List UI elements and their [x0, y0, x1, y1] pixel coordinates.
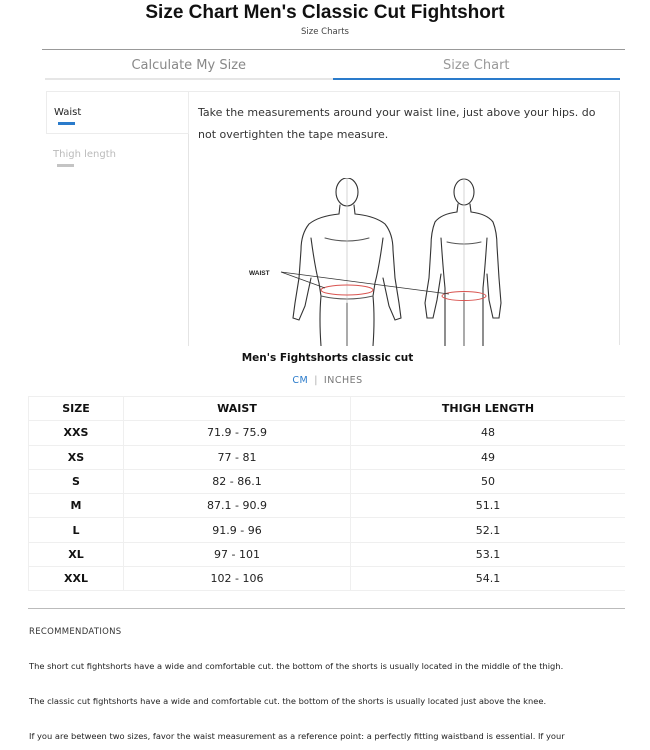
thigh-cell: 54.1 [351, 567, 626, 591]
waist-measurement-illustration [249, 178, 509, 346]
waist-cell: 91.9 - 96 [124, 518, 351, 542]
divider [42, 49, 625, 50]
waist-cell: 82 - 86.1 [124, 469, 351, 493]
table-row [29, 494, 626, 518]
table-row [29, 567, 626, 591]
column-header-waist: WAIST [124, 397, 351, 421]
unit-cm-button[interactable]: CM [292, 375, 309, 386]
recommendation-paragraph: The classic cut fightshorts have a wide and comfortable cut. the bottom of the shorts is usually located just above the knee. [29, 696, 547, 706]
inactive-indicator [57, 164, 74, 167]
size-table [28, 396, 625, 591]
waist-cell: 71.9 - 75.9 [124, 421, 351, 445]
divider [28, 608, 625, 609]
waist-cell: 102 - 106 [124, 567, 351, 591]
size-cell: L [29, 518, 124, 542]
size-cell: M [29, 494, 124, 518]
sidebar-item-thigh-length[interactable] [46, 134, 188, 176]
unit-toggle [0, 375, 650, 386]
column-header-size: SIZE [29, 397, 124, 421]
page-title: Size Chart Men's Classic Cut Fightshort [145, 2, 505, 23]
size-cell: XXS [29, 421, 124, 445]
tab-bar [45, 58, 620, 80]
recommendation-paragraph: If you are between two sizes, favor the waist measurement as a reference point: a perfectly fitting waistband is essential. If your [29, 731, 565, 741]
thigh-cell: 48 [351, 421, 626, 445]
thigh-cell: 50 [351, 469, 626, 493]
size-cell: XL [29, 542, 124, 566]
size-cell: S [29, 469, 124, 493]
active-indicator [58, 122, 75, 125]
tab-size-chart[interactable]: Size Chart [333, 58, 621, 80]
sidebar-item-waist[interactable] [46, 92, 189, 134]
thigh-cell: 49 [351, 445, 626, 469]
recommendation-paragraph: The short cut fightshorts have a wide and comfortable cut. the bottom of the shorts is usually located in the middle of the thigh. [29, 661, 564, 671]
size-cell: XS [29, 445, 124, 469]
table-header-row [29, 397, 626, 421]
measurement-instructions: Take the measurements around your waist line, just above your hips. do not overtighten the tape measure. [198, 106, 596, 141]
table-row [29, 445, 626, 469]
sidebar-item-label: Waist [54, 107, 82, 118]
thigh-cell: 53.1 [351, 542, 626, 566]
column-header-thigh-length: THIGH LENGTH [351, 397, 626, 421]
size-table-title: Men's Fightshorts classic cut [241, 352, 414, 364]
table-row [29, 518, 626, 542]
page-subtitle: Size Charts [301, 27, 349, 37]
waist-cell: 97 - 101 [124, 542, 351, 566]
measurement-panel [46, 91, 620, 345]
waist-label: WAIST [249, 270, 270, 277]
measurement-content [189, 92, 619, 346]
unit-inches-button[interactable]: INCHES [323, 375, 363, 386]
unit-separator: | [314, 375, 318, 386]
measurement-sidebar [46, 92, 189, 346]
thigh-cell: 52.1 [351, 518, 626, 542]
tab-calculate-my-size[interactable]: Calculate My Size [45, 58, 333, 80]
sidebar-item-label: Thigh length [53, 149, 116, 160]
size-cell: XXL [29, 567, 124, 591]
waist-cell: 87.1 - 90.9 [124, 494, 351, 518]
recommendations-heading: RECOMMENDATIONS [29, 627, 122, 637]
waist-cell: 77 - 81 [124, 445, 351, 469]
table-row [29, 469, 626, 493]
table-row [29, 542, 626, 566]
table-row [29, 421, 626, 445]
thigh-cell: 51.1 [351, 494, 626, 518]
